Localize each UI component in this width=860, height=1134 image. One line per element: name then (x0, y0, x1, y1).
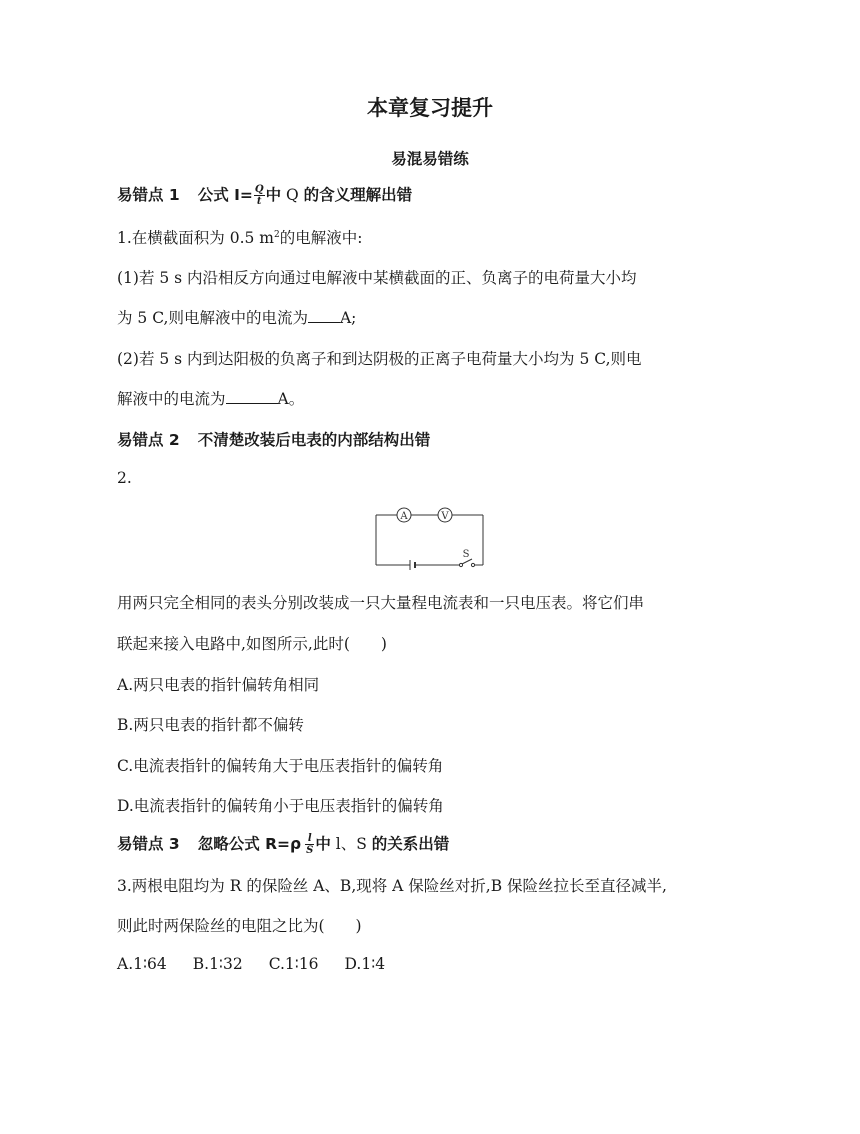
error-point-1-symbol: Q (281, 186, 304, 204)
fraction-denominator: S (306, 845, 314, 856)
switch-symbol (459, 549, 474, 567)
section-title: 易混易错练 (391, 150, 469, 168)
error-point-1-text-tail: 的含义理解出错 (303, 186, 413, 204)
ammeter-symbol (397, 508, 411, 522)
battery-symbol (410, 560, 415, 570)
q1-part1-line2-before: 为 5 C,则电解液中的电流为 (117, 309, 308, 327)
q1-part1-line1: (1)若 5 s 内沿相反方向通过电解液中某横截面的正、负离子的电荷量大小均 (117, 269, 637, 287)
q3-line1: 3.两根电阻均为 R 的保险丝 A、B,现将 A 保险丝对折,B 保险丝拉长至直径减半, (117, 877, 667, 895)
error-point-1-text-before: 公式 I= (197, 186, 253, 204)
q1-part1-line2 (117, 306, 356, 328)
q2-option-a[interactable]: A.两只电表的指针偏转角相同 (117, 676, 320, 694)
q2-option-d[interactable]: D.电流表指针的偏转角小于电压表指针的偏转角 (117, 797, 444, 815)
q2-stem-line2: 联起来接入电路中,如图所示,此时( ) (117, 635, 387, 653)
q1-stem (117, 226, 362, 248)
error-point-2-heading (117, 428, 430, 450)
q1-stem-sup: 2 (274, 229, 280, 240)
q2-option-b[interactable]: B.两只电表的指针都不偏转 (117, 716, 304, 734)
q3-option-c[interactable]: C.1∶16 (268, 955, 319, 973)
error-point-1-text-mid: 中 (265, 186, 282, 204)
q1-part2-line2-before: 解液中的电流为 (117, 390, 226, 408)
voltmeter-symbol (438, 508, 452, 522)
page-title: 本章复习提升 (367, 96, 493, 120)
answer-blank-1[interactable] (308, 308, 340, 323)
error-point-1-heading (117, 183, 412, 207)
q1-part2-line2-after: A。 (277, 390, 305, 408)
fraction-numerator: l (305, 833, 314, 845)
resistance-formula-fraction (305, 833, 314, 856)
q3-line2: 则此时两保险丝的电阻之比为( ) (117, 917, 362, 935)
q3-option-b[interactable]: B.1∶32 (192, 955, 243, 973)
error-point-2-text: 不清楚改装后电表的内部结构出错 (197, 431, 431, 449)
error-point-3-text-mid: 中 (315, 835, 331, 853)
error-point-3-label: 易错点 3 (117, 835, 180, 853)
q1-stem-before: 1.在横截面积为 0.5 m (117, 229, 274, 247)
q2-option-c[interactable]: C.电流表指针的偏转角大于电压表指针的偏转角 (117, 757, 444, 775)
error-point-2-label: 易错点 2 (117, 431, 180, 449)
fraction-numerator: Q (254, 184, 264, 195)
q2-stem-line1: 用两只完全相同的表头分别改装成一只大量程电流表和一只电压表。将它们串 (117, 594, 645, 612)
q3-option-a[interactable]: A.1∶64 (117, 955, 167, 973)
q3-option-d[interactable]: D.1∶4 (344, 955, 386, 973)
answer-blank-2[interactable] (226, 389, 278, 404)
error-point-3-heading (117, 832, 449, 856)
ammeter-label: A (400, 511, 408, 522)
error-point-3-text-tail: 的关系出错 (371, 835, 450, 853)
error-point-3-symbol: l、S (330, 835, 372, 853)
q1-part1-line2-after: A; (339, 309, 357, 327)
current-formula-fraction (254, 184, 265, 207)
fraction-denominator: t (256, 196, 262, 207)
error-point-3-text-before: 忽略公式 R=ρ (197, 835, 302, 853)
q3-options (117, 955, 385, 973)
q1-stem-after: 的电解液中: (279, 229, 363, 247)
circuit-diagram (370, 502, 490, 572)
q1-part2-line2 (117, 387, 304, 409)
q1-part2-line1: (2)若 5 s 内到达阳极的负离子和到达阴极的正离子电荷量大小均为 5 C,则电 (117, 350, 642, 368)
voltmeter-label: V (441, 511, 449, 522)
q2-number: 2. (117, 469, 132, 487)
error-point-1-label: 易错点 1 (117, 186, 180, 204)
switch-label: S (462, 549, 470, 560)
